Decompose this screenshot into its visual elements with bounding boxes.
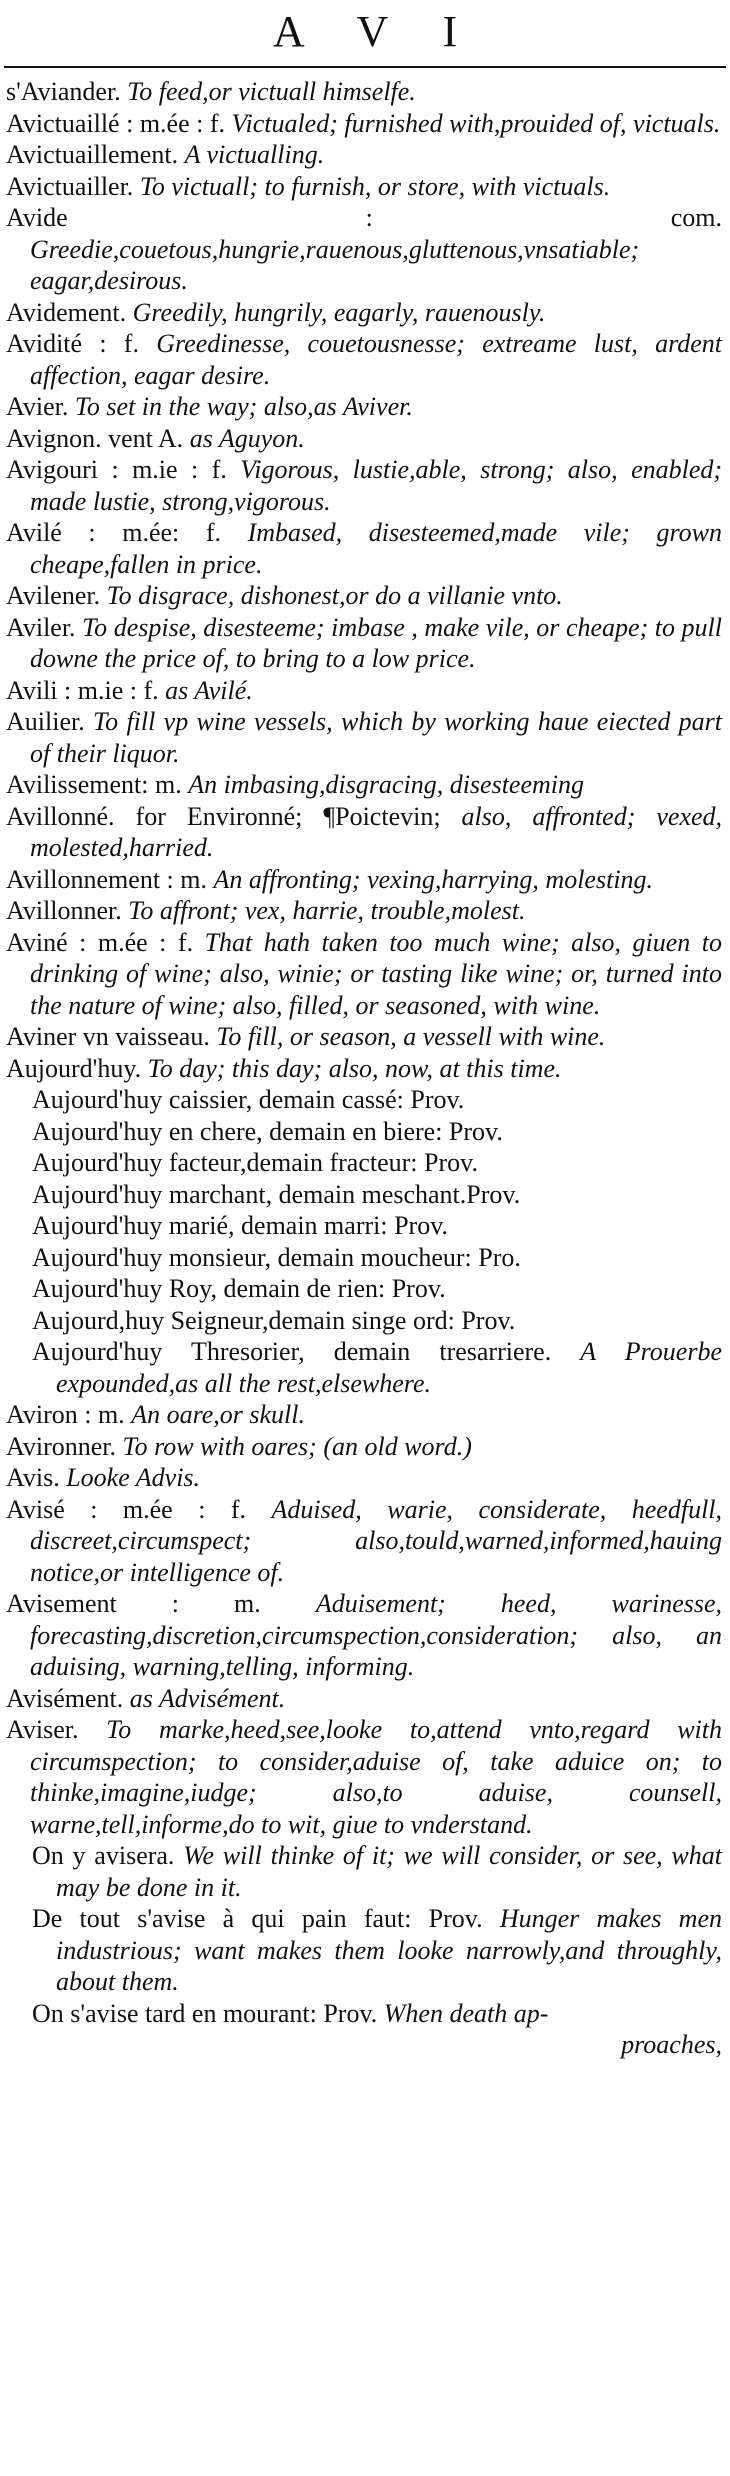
dictionary-entry	[6, 423, 722, 455]
definition: A victualling.	[184, 140, 325, 169]
headword: Aujourd'huy monsieur, demain moucheur: Pro.	[32, 1242, 521, 1272]
headword: Aviron	[6, 1400, 78, 1429]
sub-entry	[6, 1305, 722, 1337]
definition: To set in the way; also,as Aviver.	[74, 392, 413, 421]
dictionary-entry	[6, 108, 722, 140]
sub-entry	[6, 1273, 722, 1305]
definition: Victualed; furnished with,prouided of, victuals.	[231, 108, 721, 138]
dictionary-entry	[6, 927, 722, 1022]
sub-entry	[6, 1116, 722, 1148]
definition: Aduised, warie, considerate, heedfull, discreet,circumspect; also,tould,warned,informed,hauing notice,or intelligence of.	[30, 1494, 723, 1587]
grammar-note: : m.ée : f.	[90, 1494, 247, 1524]
headword: Aviler.	[6, 612, 76, 642]
headword: Aujourd'huy caissier, demain cassé: Prov.	[32, 1085, 465, 1114]
definition: An affronting; vexing,harrying, molesting.	[213, 864, 654, 894]
page-header	[0, 6, 730, 58]
headword: Avidité	[6, 329, 83, 358]
definition: To marke,heed,see,looke to,attend vnto,regard with circumspection; to consider,aduise of, take aduice on; to thinke,imagine,iudge; also,to aduise, counsell, warne,tell,informe,do to wit, giue to vnderstand.	[30, 1715, 722, 1839]
headword: Aujourd'huy facteur,demain fracteur: Prov.	[32, 1148, 478, 1177]
definition: Looke Advis.	[66, 1463, 201, 1492]
sub-entry	[6, 1210, 722, 1242]
sub-entry	[6, 1179, 722, 1211]
headword: Avidement.	[6, 297, 127, 327]
headword: Aujourd'huy Roy, demain de rien: Prov.	[32, 1274, 446, 1303]
definition: Greedily, hungrily, eagarly, rauenously.	[132, 297, 546, 327]
entry-continuation: proaches,	[621, 2030, 722, 2059]
definition: To day; this day; also, now, at this time.	[147, 1053, 562, 1083]
headword: Aviser.	[6, 1715, 79, 1744]
definition: Aduisement; heed, warinesse, forecasting,discretion,circumspection,consideration; also, an aduising, warning,telling, informing.	[30, 1589, 723, 1681]
definition: To victuall; to furnish, or store, with victuals.	[139, 171, 611, 201]
headword: Avis.	[6, 1463, 60, 1492]
dictionary-entry	[6, 801, 722, 864]
headword: Avictuaillement.	[6, 140, 179, 169]
sub-entry	[6, 1242, 722, 1274]
grammar-note: : m.	[171, 1589, 261, 1618]
dictionary-entry	[6, 391, 722, 423]
headword: Avili	[6, 675, 58, 705]
dictionary-entry	[6, 675, 722, 707]
dictionary-entry	[6, 895, 722, 927]
definition: To disgrace, dishonest,or do a villanie vnto.	[106, 581, 563, 610]
dictionary-entry	[6, 517, 722, 580]
definition: An imbasing,disgracing, disesteeming	[188, 770, 585, 799]
headword: Auilier.	[6, 707, 85, 736]
headword: Aviner vn vaisseau.	[6, 1022, 210, 1051]
definition: Greedinesse, couetousnesse; extreame lust, ardent affection, eagar desire.	[30, 329, 723, 390]
headword: Aujourd'huy en chere, demain en biere: Prov.	[32, 1116, 503, 1146]
headword: Avillonner.	[6, 896, 122, 925]
definition: That hath taken too much wine; also, giuen to drinking of wine; also, winie; or tasting like wine; or, turned into the nature of wine; also, filled, or seasoned, with wine.	[30, 927, 723, 1020]
dictionary-entry	[6, 171, 722, 203]
grammar-note: : m.ée : f.	[79, 927, 194, 957]
headword: s'Aviander.	[6, 77, 121, 106]
headword: Avillonné.	[6, 801, 115, 831]
dictionary-entry	[6, 1021, 722, 1053]
headword: Avilé	[6, 518, 62, 547]
sub-entry	[6, 1336, 722, 1399]
definition: To feed,or victuall himselfe.	[127, 77, 416, 106]
definition: To row with oares; (an old word.)	[122, 1431, 472, 1461]
headword: Aujourd'huy marchant, demain meschant.Prov.	[32, 1179, 521, 1209]
sub-entry	[6, 1998, 722, 2030]
headword: Aujourd'huy marié, demain marri: Prov.	[32, 1211, 449, 1240]
dictionary-entry	[6, 1588, 722, 1683]
headword: Avictuailler.	[6, 171, 134, 201]
headword: Avignon. vent A.	[6, 423, 184, 453]
dictionary-entry	[6, 1683, 722, 1715]
grammar-note: m.	[155, 770, 182, 799]
grammar-note: for Environné; ¶Poictevin;	[135, 801, 441, 831]
definition: as Aguyon.	[189, 423, 305, 453]
headword: Avisement	[6, 1589, 117, 1618]
definition: An oare,or skull.	[131, 1400, 305, 1429]
definition: Greedie,couetous,hungrie,rauenous,gluttenous,vnsatiable; eagar,desirous.	[30, 234, 640, 295]
dictionary-entry	[6, 864, 722, 896]
dictionary-entry	[6, 139, 722, 171]
grammar-note: : m.	[84, 1400, 125, 1429]
entry-list	[6, 76, 722, 2061]
headword: Aujourd'huy Thresorier, demain tresarriere.	[32, 1337, 552, 1366]
headword: Avillonnement	[6, 864, 161, 894]
definition: When death ap-	[383, 1998, 549, 2028]
definition: Vigorous, lustie,able, strong; also, enabled; made lustie, strong,vigorous.	[30, 455, 723, 516]
definition: Hunger makes men industrious; want makes them looke narrowly,and throughly, about them.	[56, 1904, 723, 1996]
dictionary-entry	[6, 1431, 722, 1463]
dictionary-entry	[6, 706, 722, 769]
headword: De tout s'avise à qui pain faut: Prov.	[32, 1904, 483, 1933]
headword: Avictuaillé	[6, 108, 120, 138]
headword: Aujourd,huy Seigneur,demain singe ord: Prov.	[32, 1305, 516, 1335]
grammar-note: : m.ée : f.	[126, 108, 226, 138]
definition: To affront; vex, harrie, trouble,molest.	[128, 896, 526, 925]
dictionary-entry	[6, 297, 722, 329]
headword: Avisément.	[6, 1683, 124, 1713]
dictionary-entry	[6, 580, 722, 612]
grammar-note: : m.ée: f.	[88, 518, 221, 547]
grammar-note: : m.ie : f.	[111, 455, 227, 484]
headword: Aviné	[6, 927, 68, 957]
headword: Avisé	[6, 1494, 65, 1524]
grammar-note: : f.	[99, 329, 139, 358]
headword: Avier.	[6, 392, 69, 421]
definition: Imbased, disesteemed,made vile; grown cheape,fallen in price.	[30, 518, 722, 579]
dictionary-entry	[6, 328, 722, 391]
dictionary-entry	[6, 1399, 722, 1431]
headword: Avilissement:	[6, 770, 149, 799]
headword: On s'avise tard en mourant: Prov.	[32, 1998, 378, 2028]
headword: On y avisera.	[32, 1841, 175, 1870]
sub-entry	[6, 1903, 722, 1998]
running-head: A V I	[272, 7, 480, 56]
dictionary-entry	[6, 1462, 722, 1494]
headword: Avironner.	[6, 1431, 116, 1461]
grammar-note: : com.	[365, 203, 722, 232]
definition: To despise, disesteeme; imbase , make vile, or cheape; to pull downe the price of, to bring to a low price.	[30, 612, 722, 673]
definition: A Prouerbe expounded,as all the rest,elsewhere.	[56, 1337, 722, 1398]
grammar-note: : m.ie : f.	[64, 675, 159, 705]
dictionary-entry	[6, 612, 722, 675]
headword: Avide	[6, 203, 68, 232]
dictionary-entry	[6, 202, 722, 297]
grammar-note: : m.	[166, 864, 207, 894]
headword: Avilener.	[6, 581, 101, 610]
sub-entry	[6, 1147, 722, 1179]
headword: Aujourd'huy.	[6, 1053, 142, 1083]
dictionary-entry	[6, 1053, 722, 1085]
dictionary-entry	[6, 1494, 722, 1589]
dictionary-entry	[6, 1714, 722, 1840]
definition: We will thinke of it; we will consider, or see, what may be done in it.	[56, 1841, 723, 1902]
sub-entry	[6, 1084, 722, 1116]
definition: also, affronted; vexed, molested,harried.	[30, 801, 723, 862]
definition: To fill vp wine vessels, which by working haue eiected part of their liquor.	[30, 707, 722, 768]
dictionary-entry	[6, 76, 722, 108]
definition: as Advisément.	[129, 1683, 286, 1713]
definition: To fill, or season, a vessell with wine.	[216, 1022, 606, 1051]
headword: Avigouri	[6, 455, 98, 484]
header-rule	[4, 66, 726, 68]
dictionary-entry	[6, 769, 722, 801]
sub-entry	[6, 1840, 722, 1903]
definition: as Avilé.	[165, 675, 253, 705]
dictionary-entry	[6, 454, 722, 517]
